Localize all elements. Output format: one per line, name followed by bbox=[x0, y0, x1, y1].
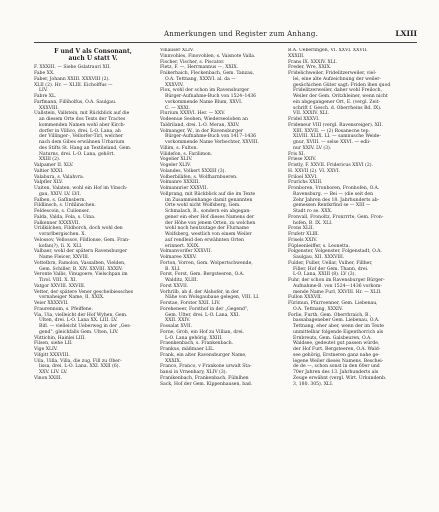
register-entry-line: Volmanre XXXIII. bbox=[160, 180, 200, 186]
register-entry-line: lei, eine alte Aufzeichnung der weiler- bbox=[293, 76, 381, 82]
register-entry-line: Fridelitzerweiler, daher wohl Freiloch, bbox=[293, 88, 383, 94]
register-entry-line: hofen, B. IX. XLI. bbox=[293, 220, 333, 226]
register-entry-line: Vollprang, mit Rückblick auf die im Texte bbox=[160, 191, 256, 197]
running-header bbox=[34, 28, 417, 42]
register-entry-line: Uaiten, Valaten, wohl ein Hof im Vinsch- bbox=[34, 186, 128, 192]
register-entry-line: Ernbreuts, Gem. Galsbeuren, O.A. bbox=[293, 335, 372, 341]
register-entry-line: Vinnvohles, Finovohlen, s. Vaisnote Valla. bbox=[160, 53, 256, 59]
register-entry-line: XXII. XXIV. bbox=[165, 318, 191, 324]
register-entry-line: Velossov, Vellossov, Fildlonse, Gem. Fran- bbox=[34, 237, 130, 243]
register-entry-line: im Zusammenhange damit genannten bbox=[165, 197, 253, 203]
register-entry-line: Friese XXIV. bbox=[288, 157, 317, 163]
register-entry-line: Folgenster, Volgenster, Folgenstadt, O.A. bbox=[288, 249, 382, 255]
register-entry-line: LIV. bbox=[39, 88, 48, 94]
register-entry-line: see gehörig, Erstneren ganz nahe ge- bbox=[293, 352, 380, 358]
register-entry-line: Zeuge erwähnt (vergl. Wirt. Urkundenb. bbox=[293, 375, 387, 381]
register-entry-line: Zehr Jahren des 18. Jahrhunderts ab- bbox=[293, 197, 380, 203]
register-entry-line: der Höhe von jenem Orten, zu welchen bbox=[165, 220, 256, 226]
register-entry-line: Villim, s. Fulton. bbox=[160, 145, 198, 151]
register-entry-line: Fletz, F. —, Herrmannus —, XXIX. bbox=[160, 65, 239, 71]
register-entry-line: Frideneur VIII (vergl. Ravensreiger). XII. bbox=[288, 122, 383, 128]
register-entry-line: Vüttichin, Hainlei LIII. bbox=[34, 335, 86, 341]
register-entry-line: Ulten, drei. L-O. Lana XX. LIII. LV. bbox=[39, 318, 118, 324]
register-entry-line: Feldescoin, s. Cuilenser. bbox=[34, 209, 90, 215]
register-entry-line: Volmaree XXXV. bbox=[160, 255, 197, 260]
register-entry-line: Forstae, Forster XXII. LIV. bbox=[160, 301, 221, 306]
page-number: LXIII bbox=[395, 29, 417, 38]
register-entry-line: Stadt ro se. XXX. bbox=[293, 209, 333, 214]
register-entry-line: Weiler der Gem. Oritzhleiner, wenn nicht bbox=[293, 94, 388, 99]
register-entry-line: Volmanger, W., in der Ravensburger bbox=[160, 128, 243, 134]
register-entry-line: Valpamer II. XLV. bbox=[34, 163, 74, 169]
register-entry-line: Forst XXVII. bbox=[160, 283, 189, 289]
register-entry-line: 3, 180. 305). XLI. bbox=[293, 381, 334, 387]
register-entry-line: XLII (2). Hr. — XLIII. Eicholffus — bbox=[34, 82, 113, 88]
register-column-1 bbox=[34, 48, 152, 382]
register-entry-line: vorkommende Name Verbechter, XXVIII. bbox=[165, 140, 259, 145]
register-entry-line: 70er Jahren des 13. Jahrhunderts als bbox=[293, 370, 379, 375]
register-entry-line: XIII. XXVII. — (2) Rosanecne tep. bbox=[293, 128, 370, 134]
register-entry-line: Fischer, Vischer, s. Piscator. bbox=[160, 59, 225, 65]
register-entry-line: Bürger-Aufnahme-Buch von 1524–1436 bbox=[165, 94, 257, 99]
register-entry-line: Waldsee, gedeutet gut passen würde, bbox=[293, 341, 380, 347]
register-entry-line: Gem. Ulter, drei. L-O. Lana, XXI. bbox=[165, 312, 240, 318]
register-entry-line: Frank, ein alter Ravensburger Name, bbox=[160, 352, 247, 358]
register-entry-line: XLVIII. XLIX. LI. — samnusche Weide- bbox=[293, 134, 381, 140]
register-entry-line: Uallstein, Vallstein, mit Rückblick auf die bbox=[34, 111, 130, 117]
register-entry-line: XXXIX. bbox=[165, 358, 182, 364]
register-entry-line: Nähe von Wolsgaubaue gelegen, VIII. LI. bbox=[165, 295, 260, 301]
register-entry-line: Fossalat XVII. bbox=[160, 324, 193, 329]
register-entry-line: Freder, Wre, XXIX. bbox=[288, 65, 332, 71]
register-entry-line: Vogeler XLIV. bbox=[160, 163, 191, 168]
register-entry-line: Fabe XX. bbox=[34, 71, 55, 77]
register-entry-line: hansi in Vrnenhary, XLIV (3). bbox=[160, 370, 227, 375]
register-entry-line: Franco, Franco, v Frankone urwalt Sta- bbox=[160, 364, 252, 370]
register-entry-line: Füpleenleiffer, s. Leonetta. bbox=[288, 243, 350, 249]
register-entry-line: Vogelier XLIV. bbox=[160, 157, 193, 163]
register-entry-line: Vilidefon, s. Farilimon. bbox=[160, 151, 213, 157]
register-entry-line: wohl noch heutzutage der Flurname bbox=[165, 226, 249, 232]
register-entry-line: Filsen, siehe LII. bbox=[34, 341, 73, 347]
register-entry-line: Fulder, Fuller, Uellar, Vulher, Fillher, bbox=[288, 260, 373, 266]
register-entry-line: kofan(?), Ii. X. XLI. bbox=[39, 243, 83, 249]
register-entry-line: Bifl. — vielleicht Ueberweg in der „Ges- bbox=[39, 324, 132, 330]
register-entry-line: vornaheiger Name, II. XXIX. bbox=[39, 295, 105, 301]
register-entry-line: Frurichs XXIII. bbox=[288, 180, 323, 186]
register-entry-line: Bürger-Aufnahme-Buch von 1417–1436 bbox=[165, 134, 257, 140]
header-title: Anmerkungen und Register zum Anhang. bbox=[164, 30, 318, 38]
register-entry-line: bassabageneber Gem. Liebenau, O.A. bbox=[293, 318, 380, 324]
register-entry-line: Aufnahme-B. von 1524—1436 vorkom- bbox=[293, 283, 382, 289]
register-entry-line: erinnert. XXIX. bbox=[165, 243, 200, 249]
register-entry-line: Uriilkilchen, Fildborch, doch wohl den bbox=[34, 226, 123, 232]
register-entry-line: Valpfler XLV. bbox=[34, 180, 63, 186]
register-entry-line: Fronvall, Fronoltz, Fronrrrte, Gem. Fron- bbox=[288, 214, 384, 220]
register-entry-line: XXXVIII. bbox=[39, 105, 59, 111]
register-entry-line: gesächichen Güter sagt: Friden ihen quod bbox=[293, 82, 391, 88]
register-entry-line: Frisels XXIV. bbox=[288, 237, 318, 243]
register-entry-line: vorkommende Name Blum, XXVI. bbox=[165, 99, 243, 105]
register-entry-line: Via, Uia, vielleicht der Hof Wyhen, Gem. bbox=[34, 312, 128, 318]
register-entry-line: Gem. Schiller, B. XIV. XXVIII. XXXIV. bbox=[39, 266, 123, 272]
register-entry-line: Vodeenue Seoben, Wiederseoloben an bbox=[160, 117, 248, 122]
register-entry-line: C. — XXXI. bbox=[165, 105, 191, 111]
register-entry-line: B.A. Ueberlingen, VI. XXVI. XXVII. bbox=[288, 48, 368, 53]
register-entry-line: XXXVIV. bbox=[165, 82, 184, 88]
register-entry-line: vorarlbergischen. X. bbox=[39, 232, 86, 238]
register-entry-line: der Villinger-, Vellorfer-Tirl, welcher bbox=[39, 134, 124, 140]
register-entry-line: Vinon XXIII. bbox=[34, 375, 63, 381]
register-entry-line: Ravensburg. — Bei — (die seit den bbox=[293, 191, 374, 197]
register-entry-line: gnur, XVIII. — selse XXVI. — edli- bbox=[293, 140, 371, 145]
register-entry-line: auf rendleid den erwähnten Orten bbox=[165, 237, 244, 243]
register-entry-line: Fridelichweiler, Fridelitzerweiler, viel- bbox=[288, 71, 377, 76]
register-entry-line: Vifgitt XXXVIII. bbox=[34, 352, 70, 358]
register-column-2 bbox=[160, 48, 278, 387]
register-entry-line: Friloel XXVI. bbox=[288, 174, 318, 180]
register-entry-line: B. XLI. bbox=[165, 266, 181, 272]
register-entry-line: mende Name Furl, XXVIII. Hr. — XLII. bbox=[293, 289, 382, 295]
register-entry-line: legene Weiler dieses Namens. Beschei- bbox=[293, 358, 384, 364]
register-entry-line: Saulgau, XII. XXXVIII. bbox=[293, 255, 345, 260]
register-entry-line: Fnikerhaich, Fleckenbach, Gem. Tanzau, bbox=[160, 71, 255, 76]
register-entry-line: Vorhrilb, ab d. der Alshofer, in der bbox=[160, 289, 239, 295]
register-entry-line: Naturns, drei. L-O. Lana, gehört. bbox=[39, 151, 115, 157]
register-entry-line: nur XXIV. LV (3). bbox=[293, 145, 332, 151]
register-entry-line: H. XXVII (2). VI. XXVI. bbox=[288, 168, 340, 174]
register-entry-line: Valabura, s. Valahvra. bbox=[34, 174, 85, 180]
register-entry-line: Vatgor XXVIII. XXVIII. bbox=[34, 283, 86, 289]
register-entry-line: Vige XLIV. bbox=[34, 347, 58, 353]
register-entry-line: O.A. Tettnang, XXXVI. al. da — bbox=[165, 76, 236, 82]
register-entry-line: Forne, Groh, ein Hof zu Villian, drei. bbox=[160, 329, 245, 335]
register-entry-line: Fridel XXXVI. bbox=[288, 117, 320, 122]
register-entry-line: Fildlinsch, s. Urdilinschen. bbox=[34, 203, 96, 209]
register-entry-line: Filler, Hof der Gem. Thann, drei. bbox=[293, 266, 369, 272]
register-entry-line: lissa, drei. L-O. Lana. XXI. XXII (6). bbox=[39, 364, 121, 370]
register-entry-line: VII. XXXIV. XLI. bbox=[293, 111, 330, 117]
register-entry-line: ein abgegangener Ort, E. (vergl. Zeit- bbox=[293, 99, 381, 105]
register-entry-line: Frufetr XLIII. bbox=[288, 232, 320, 237]
register-entry-line: kommenden Namen wohl aber Kirch- bbox=[39, 122, 126, 128]
register-entry-line: gend", gleichfalls Gem. Ulten, LIV. bbox=[39, 329, 119, 335]
register-entry-line: Forton, Vorren, Gem. Wolpertschwende, bbox=[160, 260, 253, 266]
register-entry-line: Name Fleicer, XXVIII. bbox=[39, 255, 90, 261]
register-entry-line: Faber, Johann XXIII. XXXVIII (2). bbox=[34, 76, 110, 82]
register-entry-line: gemessen Rentkrfind se — XIII — bbox=[293, 203, 371, 209]
register-entry-line: Frans IX. XXXIV. XLI. bbox=[288, 59, 338, 65]
register-entry-line: Volmanvorifer XXXVII. bbox=[160, 249, 212, 255]
register-entry-line: Frons XLII. bbox=[288, 226, 315, 232]
register-entry-line: Tirol. VIII. X. XI. bbox=[39, 278, 77, 284]
section-heading: F und V als Consonant, bbox=[54, 48, 132, 55]
register-entry-line: Fabre XL. bbox=[34, 94, 57, 100]
register-entry-line: XXXIII. bbox=[288, 53, 305, 59]
register-entry-line: Vetter, der spätere Vener gescheibiessches bbox=[34, 289, 134, 295]
register-entry-line: L-O. Lana, XXIII (8). LV (3). bbox=[293, 272, 356, 278]
register-entry-line: Wolfsberg, westlich von einem Weiler bbox=[165, 232, 252, 237]
register-entry-line: Sack, Hof der Gem. Kippenhausen, bad. bbox=[160, 381, 253, 387]
header-rule bbox=[34, 42, 417, 43]
register-column-3 bbox=[288, 48, 406, 387]
register-entry-line: Valbaer, wohl der spätern Ravensburger bbox=[34, 249, 128, 255]
register-entry-line: des Stifts St. Hang an Textileland, Gem. bbox=[39, 145, 132, 151]
register-entry-line: XXIII (2). bbox=[39, 157, 61, 163]
register-entry-line: Flurium XXXVI. Her. — XXV. bbox=[160, 111, 226, 117]
register-entry-line: Fronboren, Vronboren, Fronhofen, O.A. bbox=[288, 186, 380, 191]
register-entry-line: Forlie, Furth, Gem. Oberrbraich, B., bbox=[288, 312, 372, 318]
register-entry-line: Walditz, XLIII. bbox=[165, 278, 199, 283]
register-entry-line: Fullon XXXVII. bbox=[288, 295, 323, 301]
register-entry-line: Volberbiläfen, s. Wolfharnbueren. bbox=[160, 174, 238, 180]
register-entry-line: Vottelbrn, Famolon, Vassalben, Vielden, bbox=[34, 260, 126, 266]
register-entry-line: Fuhr, der schon im Ravensburger Bürger- bbox=[288, 278, 385, 283]
register-entry-line: Tettnang, eher aber, wenn der im Texte bbox=[293, 324, 384, 329]
register-entry-line: gener ein eher Hof dieses Namens der bbox=[165, 214, 255, 220]
register-entry-line: Orte wohl nicht Wolfsberg, Gem. bbox=[165, 203, 241, 209]
register-entry-line: Fraenkenbach, s. Frankenbach. bbox=[160, 341, 234, 347]
register-entry-line: Falkenner XXXXVII. bbox=[34, 220, 80, 226]
register-entry-line: Falda, Valda, Fola, s. Uina. bbox=[34, 214, 96, 220]
register-entry-line: F. XXXIII. — Siehe Gslatrauri XII. bbox=[34, 65, 111, 71]
register-entry-line: schrift f. Gesch. d. Oberrheins Bd. IX). bbox=[293, 105, 382, 111]
register-entry-line: unmittelbar folgende Eigenthorrich als bbox=[293, 329, 384, 335]
register-entry-line: Fris XI. bbox=[288, 151, 306, 157]
register-entry-line: Foreheneer, Forsthof in der „Gegend", bbox=[160, 306, 249, 312]
register-entry-line: O.A. Tettnang, XXXIV. bbox=[293, 306, 343, 312]
register-entry-line: nach dem Gibes erwähnen Urbarium bbox=[39, 140, 125, 146]
register-entry-line: an diesem Orte dos Texts der Tractes bbox=[39, 117, 126, 123]
register-entry-line: Fürimun, Pfurroenner, Gem. Liebenau, bbox=[288, 301, 378, 306]
register-entry-line: Veier XXXXVII. bbox=[34, 301, 69, 307]
register-entry-line: Franikenbach, Frankenbach, Fülnlhen bbox=[160, 375, 249, 381]
register-entry-line: Falben, s. Gaflinsbern. bbox=[34, 197, 86, 203]
section-heading: auch U statt V. bbox=[68, 55, 118, 63]
register-entry-line: Valtier XXXI. bbox=[34, 168, 64, 174]
register-entry-line: L-O. Lana gehörig, XXIII. bbox=[165, 335, 223, 341]
register-entry-line: Uila, Uilla, Villa, die zug. Fill zu Ober- bbox=[34, 358, 122, 364]
register-entry-line: Flox, wohl der schon im Ravensburger bbox=[160, 88, 250, 94]
register-entry-line: de de —, schon sonst in den 60er und bbox=[293, 364, 380, 370]
register-entry-line: Farfmann, Filliholfus, O.A. Saulgau. bbox=[34, 99, 117, 105]
register-entry-line: Schmalach, B., sondern ein abgegan- bbox=[165, 209, 251, 214]
register-entry-line: Vinauser XLIV. bbox=[160, 48, 194, 53]
register-entry-line: Forst, Forst, Gem. Bergsteeren, O.A. bbox=[160, 272, 245, 278]
register-entry-line: Taldriland, drei. L-O. Meran, XXIV. bbox=[160, 122, 240, 128]
register-entry-line: XXV. LIV. LV. bbox=[39, 370, 68, 376]
register-entry-line: dorfer in Villico, drei. L-O. Lana, ah bbox=[39, 128, 121, 134]
register-entry-line: der Hof Furt, Bergsteeren, O.A. Wald- bbox=[293, 347, 381, 352]
register-entry-line: Volandes, Volkert XXXIII (3). bbox=[160, 168, 226, 174]
register-entry-line: Fristly, F. XXVII. Fridericus XXVI (2). bbox=[288, 163, 373, 168]
register-page bbox=[34, 28, 417, 498]
register-entry-line: gau, XXIV. LV. LVI. bbox=[39, 191, 81, 197]
register-entry-line: Frankus, mäßmaer LIL. bbox=[160, 347, 215, 352]
register-entry-line: Fraurennum, s. Pfeiffene. bbox=[34, 306, 93, 312]
register-entry-line: Veronte Vallis, Vinugoere, Vielschpan im bbox=[34, 272, 128, 278]
register-entry-line: Volmannrier XXXVII. bbox=[160, 186, 208, 191]
